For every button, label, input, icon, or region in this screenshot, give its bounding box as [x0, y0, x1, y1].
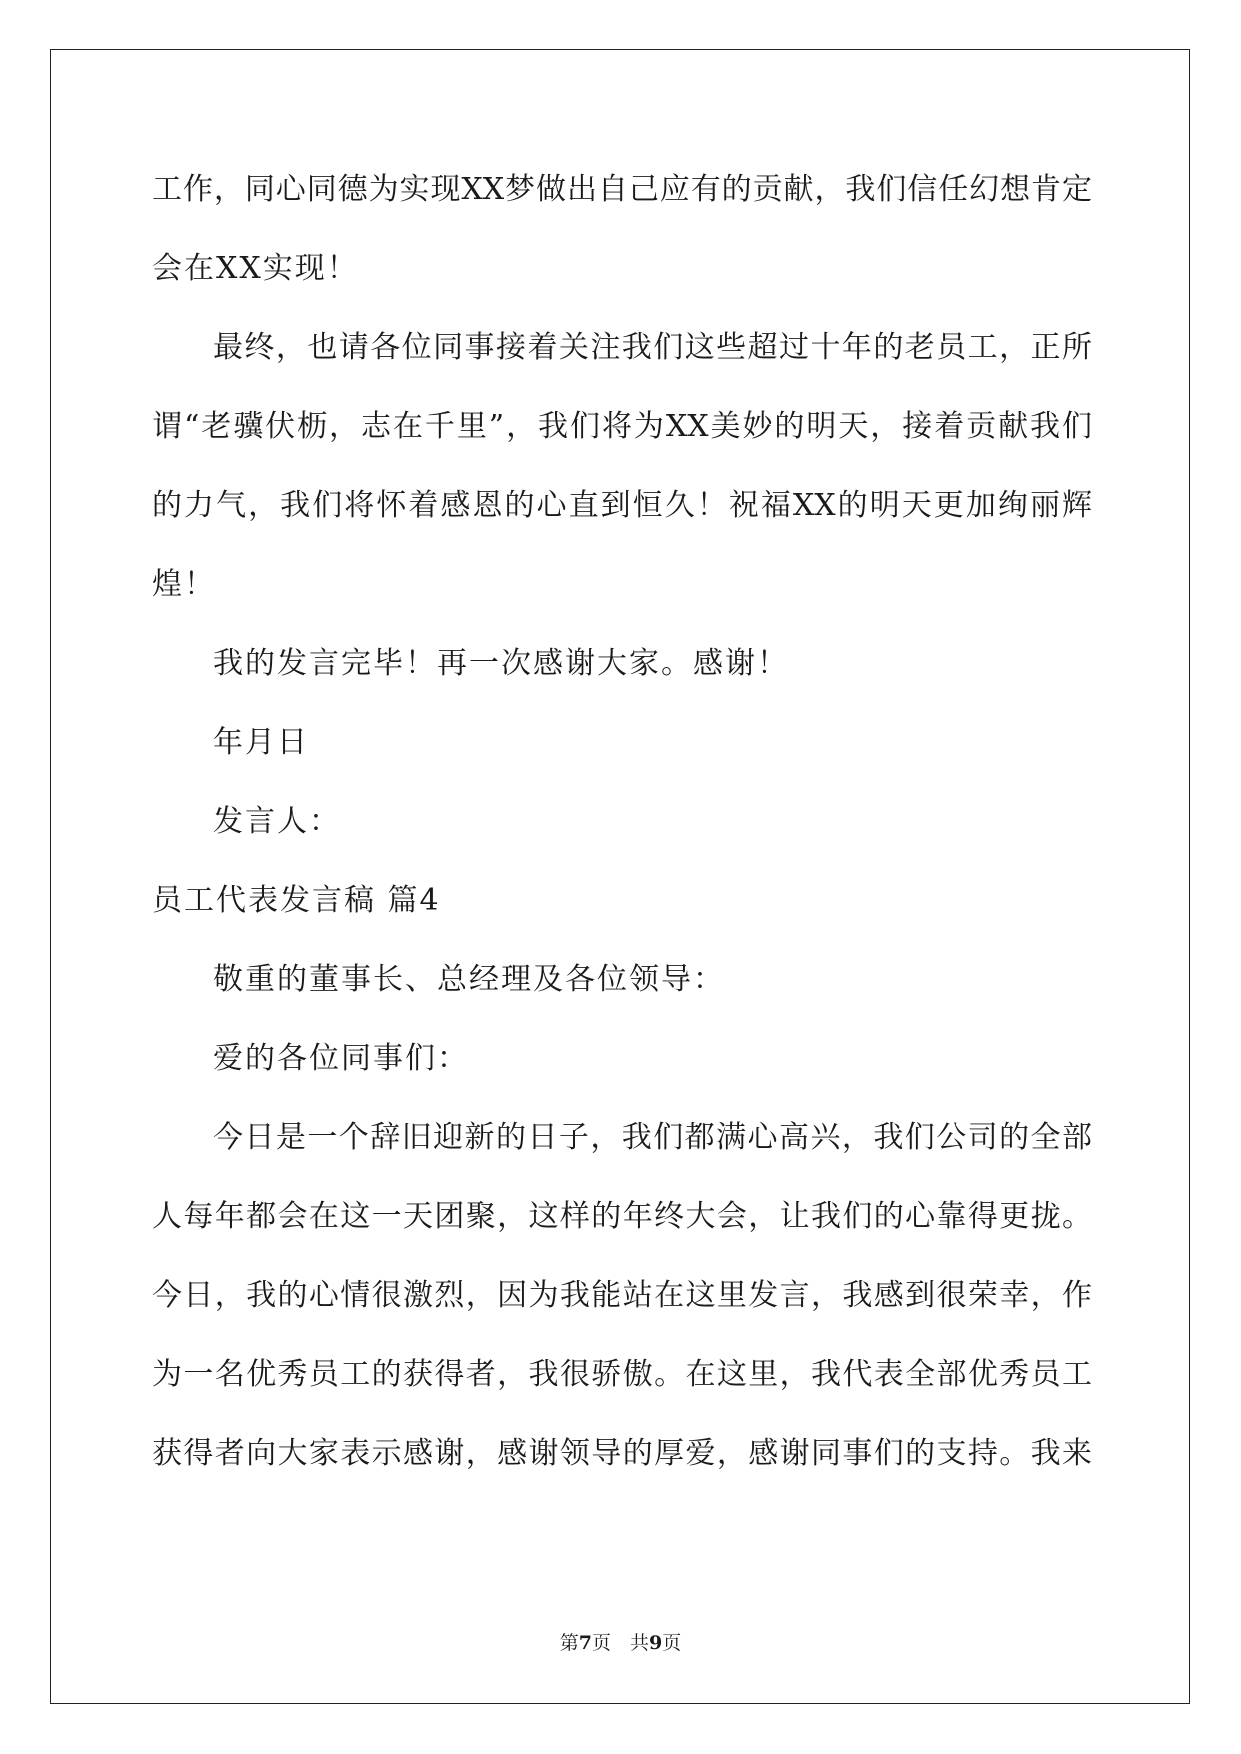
- body-text-line: 煌！: [152, 567, 216, 602]
- body-text-line: 的力气，我们将怀着感恩的心直到恒久！祝福XX的明天更加绚丽辉: [152, 488, 1092, 523]
- body-text-line: 为一名优秀员工的获得者，我很骄傲。在这里，我代表全部优秀员工: [152, 1357, 1092, 1392]
- body-text-line: 会在XX实现！: [152, 251, 359, 286]
- body-text-line: 工作，同心同德为实现XX梦做出自己应有的贡献，我们信任幻想肯定: [152, 172, 1092, 207]
- body-text-line: 人每年都会在这一天团聚，这样的年终大会，让我们的心靠得更拢。: [152, 1199, 1092, 1234]
- salutation-line: 爱的各位同事们：: [213, 1041, 469, 1076]
- page-footer: [0, 1628, 1241, 1655]
- body-text-line: 今日是一个辞旧迎新的日子，我们都满心高兴，我们公司的全部: [213, 1120, 1092, 1155]
- body-text-line: 今日，我的心情很激烈，因为我能站在这里发言，我感到很荣幸，作: [152, 1278, 1092, 1313]
- section-heading: 员工代表发言稿 篇4: [152, 883, 441, 918]
- salutation-line: 敬重的董事长、总经理及各位领导：: [213, 962, 725, 997]
- body-text-line: 最终，也请各位同事接着关注我们这些超过十年的老员工，正所: [213, 330, 1092, 365]
- closing-line: 我的发言完毕！再一次感谢大家。感谢！: [213, 646, 789, 681]
- footer-prefix: 第: [559, 1632, 579, 1654]
- current-page-number: 7: [578, 1632, 592, 1654]
- speaker-line: 发言人：: [213, 804, 341, 839]
- date-line: 年月日: [213, 725, 309, 760]
- footer-suffix: 页: [662, 1632, 682, 1654]
- footer-mid: 页 共: [591, 1632, 649, 1654]
- total-page-number: 9: [649, 1632, 663, 1654]
- body-text-line: 获得者向大家表示感谢，感谢领导的厚爱，感谢同事们的支持。我来: [152, 1436, 1092, 1471]
- body-text-line: 谓“老骥伏枥，志在千里”，我们将为XX美妙的明天，接着贡献我们: [152, 409, 1092, 444]
